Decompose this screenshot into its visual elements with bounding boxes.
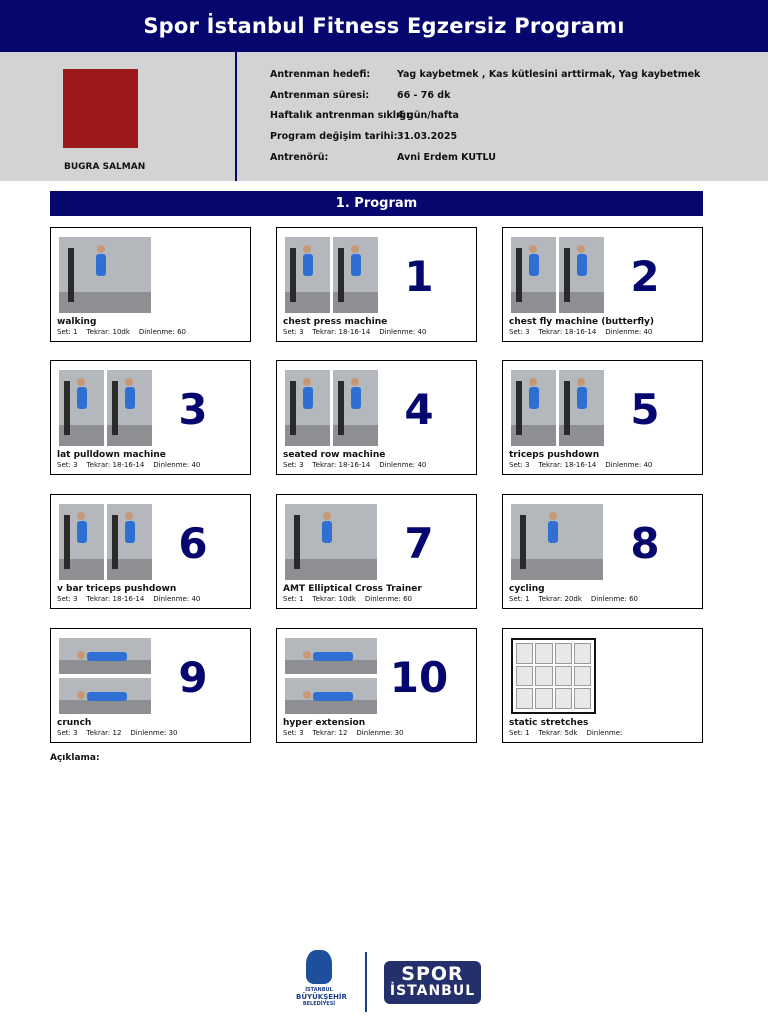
info-row-trainer: [270, 152, 496, 166]
exercise-name: v bar triceps pushdown: [57, 584, 177, 594]
logo-divider: [365, 952, 367, 1012]
exercise-details: [57, 328, 195, 336]
exercise-details: [283, 595, 421, 603]
exercise-number: 4: [404, 385, 434, 434]
info-value: 31.03.2025: [397, 131, 458, 142]
exercise-set: Set: 3: [283, 729, 304, 737]
info-row-frequency: [270, 110, 459, 124]
exercise-name: chest press machine: [283, 317, 388, 327]
page-title: Spor İstanbul Fitness Egzersiz Programı: [0, 0, 768, 52]
exercise-set: Set: 3: [57, 729, 78, 737]
exercise-name: chest fly machine (butterfly): [509, 317, 654, 327]
exercise-photo: [59, 237, 151, 313]
exercise-number: 2: [630, 252, 660, 301]
exercise-photo: [511, 237, 556, 313]
exercise-rest: Dinlenme:: [586, 729, 623, 737]
exercise-rest: Dinlenme: 40: [379, 328, 427, 336]
exercise-card: [502, 227, 703, 342]
profile-divider: [235, 52, 237, 181]
stretch-chart-image: [511, 638, 596, 714]
exercise-photo: [285, 237, 330, 313]
exercise-name: lat pulldown machine: [57, 450, 166, 460]
exercise-details: [509, 729, 631, 737]
info-label: Haftalık antrenman sıklığı:: [270, 110, 414, 121]
exercise-reps: Tekrar: 18-16-14: [538, 328, 597, 336]
exercise-photo: [285, 504, 377, 580]
exercise-name: triceps pushdown: [509, 450, 600, 460]
exercise-reps: Tekrar: 10dk: [312, 595, 356, 603]
exercise-set: Set: 1: [57, 328, 78, 336]
exercise-card: [50, 227, 251, 342]
exercise-photo: [285, 638, 377, 674]
exercise-card: [276, 628, 477, 743]
exercise-photo: [59, 504, 104, 580]
exercise-photo: [285, 370, 330, 446]
exercise-number: 7: [404, 519, 434, 568]
exercise-name: static stretches: [509, 718, 589, 728]
exercise-photo: [285, 678, 377, 714]
exercise-photo: [333, 370, 378, 446]
exercise-set: Set: 3: [509, 461, 530, 469]
exercise-details: [509, 461, 661, 469]
exercise-photo: [107, 504, 152, 580]
exercise-rest: Dinlenme: 60: [138, 328, 186, 336]
exercise-number: 8: [630, 519, 660, 568]
exercise-rest: Dinlenme: 40: [605, 328, 653, 336]
exercise-number: 9: [178, 653, 208, 702]
exercise-rest: Dinlenme: 40: [153, 595, 201, 603]
exercise-rest: Dinlenme: 60: [590, 595, 638, 603]
avatar: [63, 69, 138, 148]
exercise-reps: Tekrar: 18-16-14: [312, 461, 371, 469]
exercise-details: [283, 461, 435, 469]
ibb-logo-line1: İSTANBUL: [305, 987, 333, 993]
exercise-name: AMT Elliptical Cross Trainer: [283, 584, 422, 594]
exercise-photo: [559, 370, 604, 446]
exercise-photo: [59, 370, 104, 446]
info-value: 4 gün/hafta: [397, 110, 459, 121]
exercise-reps: Tekrar: 12: [312, 729, 348, 737]
ibb-emblem-icon: [306, 950, 332, 984]
exercise-details: [283, 729, 413, 737]
ibb-logo-line2: BÜYÜKŞEHİR: [296, 993, 347, 1001]
exercise-number: 5: [630, 385, 660, 434]
info-row-change-date: [270, 131, 457, 145]
exercise-details: [57, 461, 209, 469]
exercise-set: Set: 3: [57, 461, 78, 469]
exercise-card: [276, 360, 477, 475]
exercise-photo: [107, 370, 152, 446]
exercise-photo: [59, 678, 151, 714]
exercise-number: 10: [389, 653, 449, 702]
exercise-card: [502, 628, 703, 743]
exercise-name: crunch: [57, 718, 92, 728]
exercise-card: [50, 494, 251, 609]
exercise-reps: Tekrar: 18-16-14: [86, 461, 145, 469]
exercise-number: 3: [178, 385, 208, 434]
exercise-reps: Tekrar: 12: [86, 729, 122, 737]
ibb-logo-line3: BELEDİYESİ: [302, 1001, 336, 1007]
exercise-reps: Tekrar: 18-16-14: [538, 461, 597, 469]
exercise-card: [50, 360, 251, 475]
exercise-name: hyper extension: [283, 718, 366, 728]
info-label: Antrenman süresi:: [270, 90, 370, 101]
exercise-reps: Tekrar: 5dk: [538, 729, 578, 737]
exercise-card: [502, 360, 703, 475]
exercise-details: [283, 328, 435, 336]
exercise-set: Set: 3: [283, 461, 304, 469]
exercise-card: [276, 494, 477, 609]
spor-logo-line1: SPOR: [401, 963, 464, 985]
exercise-name: cycling: [509, 584, 545, 594]
exercise-set: Set: 1: [509, 595, 530, 603]
exercise-rest: Dinlenme: 30: [356, 729, 404, 737]
info-row-duration: [270, 90, 450, 104]
person-name: BUGRA SALMAN: [64, 162, 146, 172]
exercise-number: 1: [404, 252, 434, 301]
info-label: Program değişim tarihi:: [270, 131, 398, 142]
exercise-card: [50, 628, 251, 743]
spor-logo-line2: İSTANBUL: [389, 983, 476, 999]
exercise-name: seated row machine: [283, 450, 386, 460]
exercise-reps: Tekrar: 10dk: [86, 328, 130, 336]
info-value: Yag kaybetmek , Kas kütlesini arttirmak, Yag kaybetmek: [397, 69, 701, 80]
exercise-photo: [511, 504, 603, 580]
exercise-card: [276, 227, 477, 342]
exercise-name: walking: [57, 317, 97, 327]
exercise-reps: Tekrar: 20dk: [538, 595, 582, 603]
exercise-details: [509, 595, 647, 603]
info-label: Antrenman hedefi:: [270, 69, 371, 80]
exercise-photo: [59, 638, 151, 674]
exercise-photo: [511, 370, 556, 446]
exercise-reps: Tekrar: 18-16-14: [312, 328, 371, 336]
exercise-rest: Dinlenme: 60: [364, 595, 412, 603]
exercise-rest: Dinlenme: 30: [130, 729, 178, 737]
exercise-set: Set: 1: [509, 729, 530, 737]
ibb-logo: [296, 950, 347, 1014]
info-row-goal: [270, 69, 700, 83]
exercise-reps: Tekrar: 18-16-14: [86, 595, 145, 603]
exercise-rest: Dinlenme: 40: [153, 461, 201, 469]
exercise-rest: Dinlenme: 40: [605, 461, 653, 469]
exercise-rest: Dinlenme: 40: [379, 461, 427, 469]
exercise-photo: [559, 237, 604, 313]
exercise-details: [57, 729, 187, 737]
notes-label: Açıklama:: [50, 753, 100, 763]
exercise-set: Set: 3: [509, 328, 530, 336]
program-title: 1. Program: [50, 191, 703, 216]
exercise-set: Set: 3: [283, 328, 304, 336]
exercise-set: Set: 3: [57, 595, 78, 603]
exercise-set: Set: 1: [283, 595, 304, 603]
exercise-photo: [333, 237, 378, 313]
exercise-card: [502, 494, 703, 609]
spor-istanbul-logo: [384, 961, 481, 1004]
exercise-details: [509, 328, 661, 336]
info-value: 66 - 76 dk: [397, 90, 451, 101]
info-label: Antrenörü:: [270, 152, 329, 163]
exercise-details: [57, 595, 209, 603]
exercise-number: 6: [178, 519, 208, 568]
info-value: Avni Erdem KUTLU: [397, 152, 496, 163]
